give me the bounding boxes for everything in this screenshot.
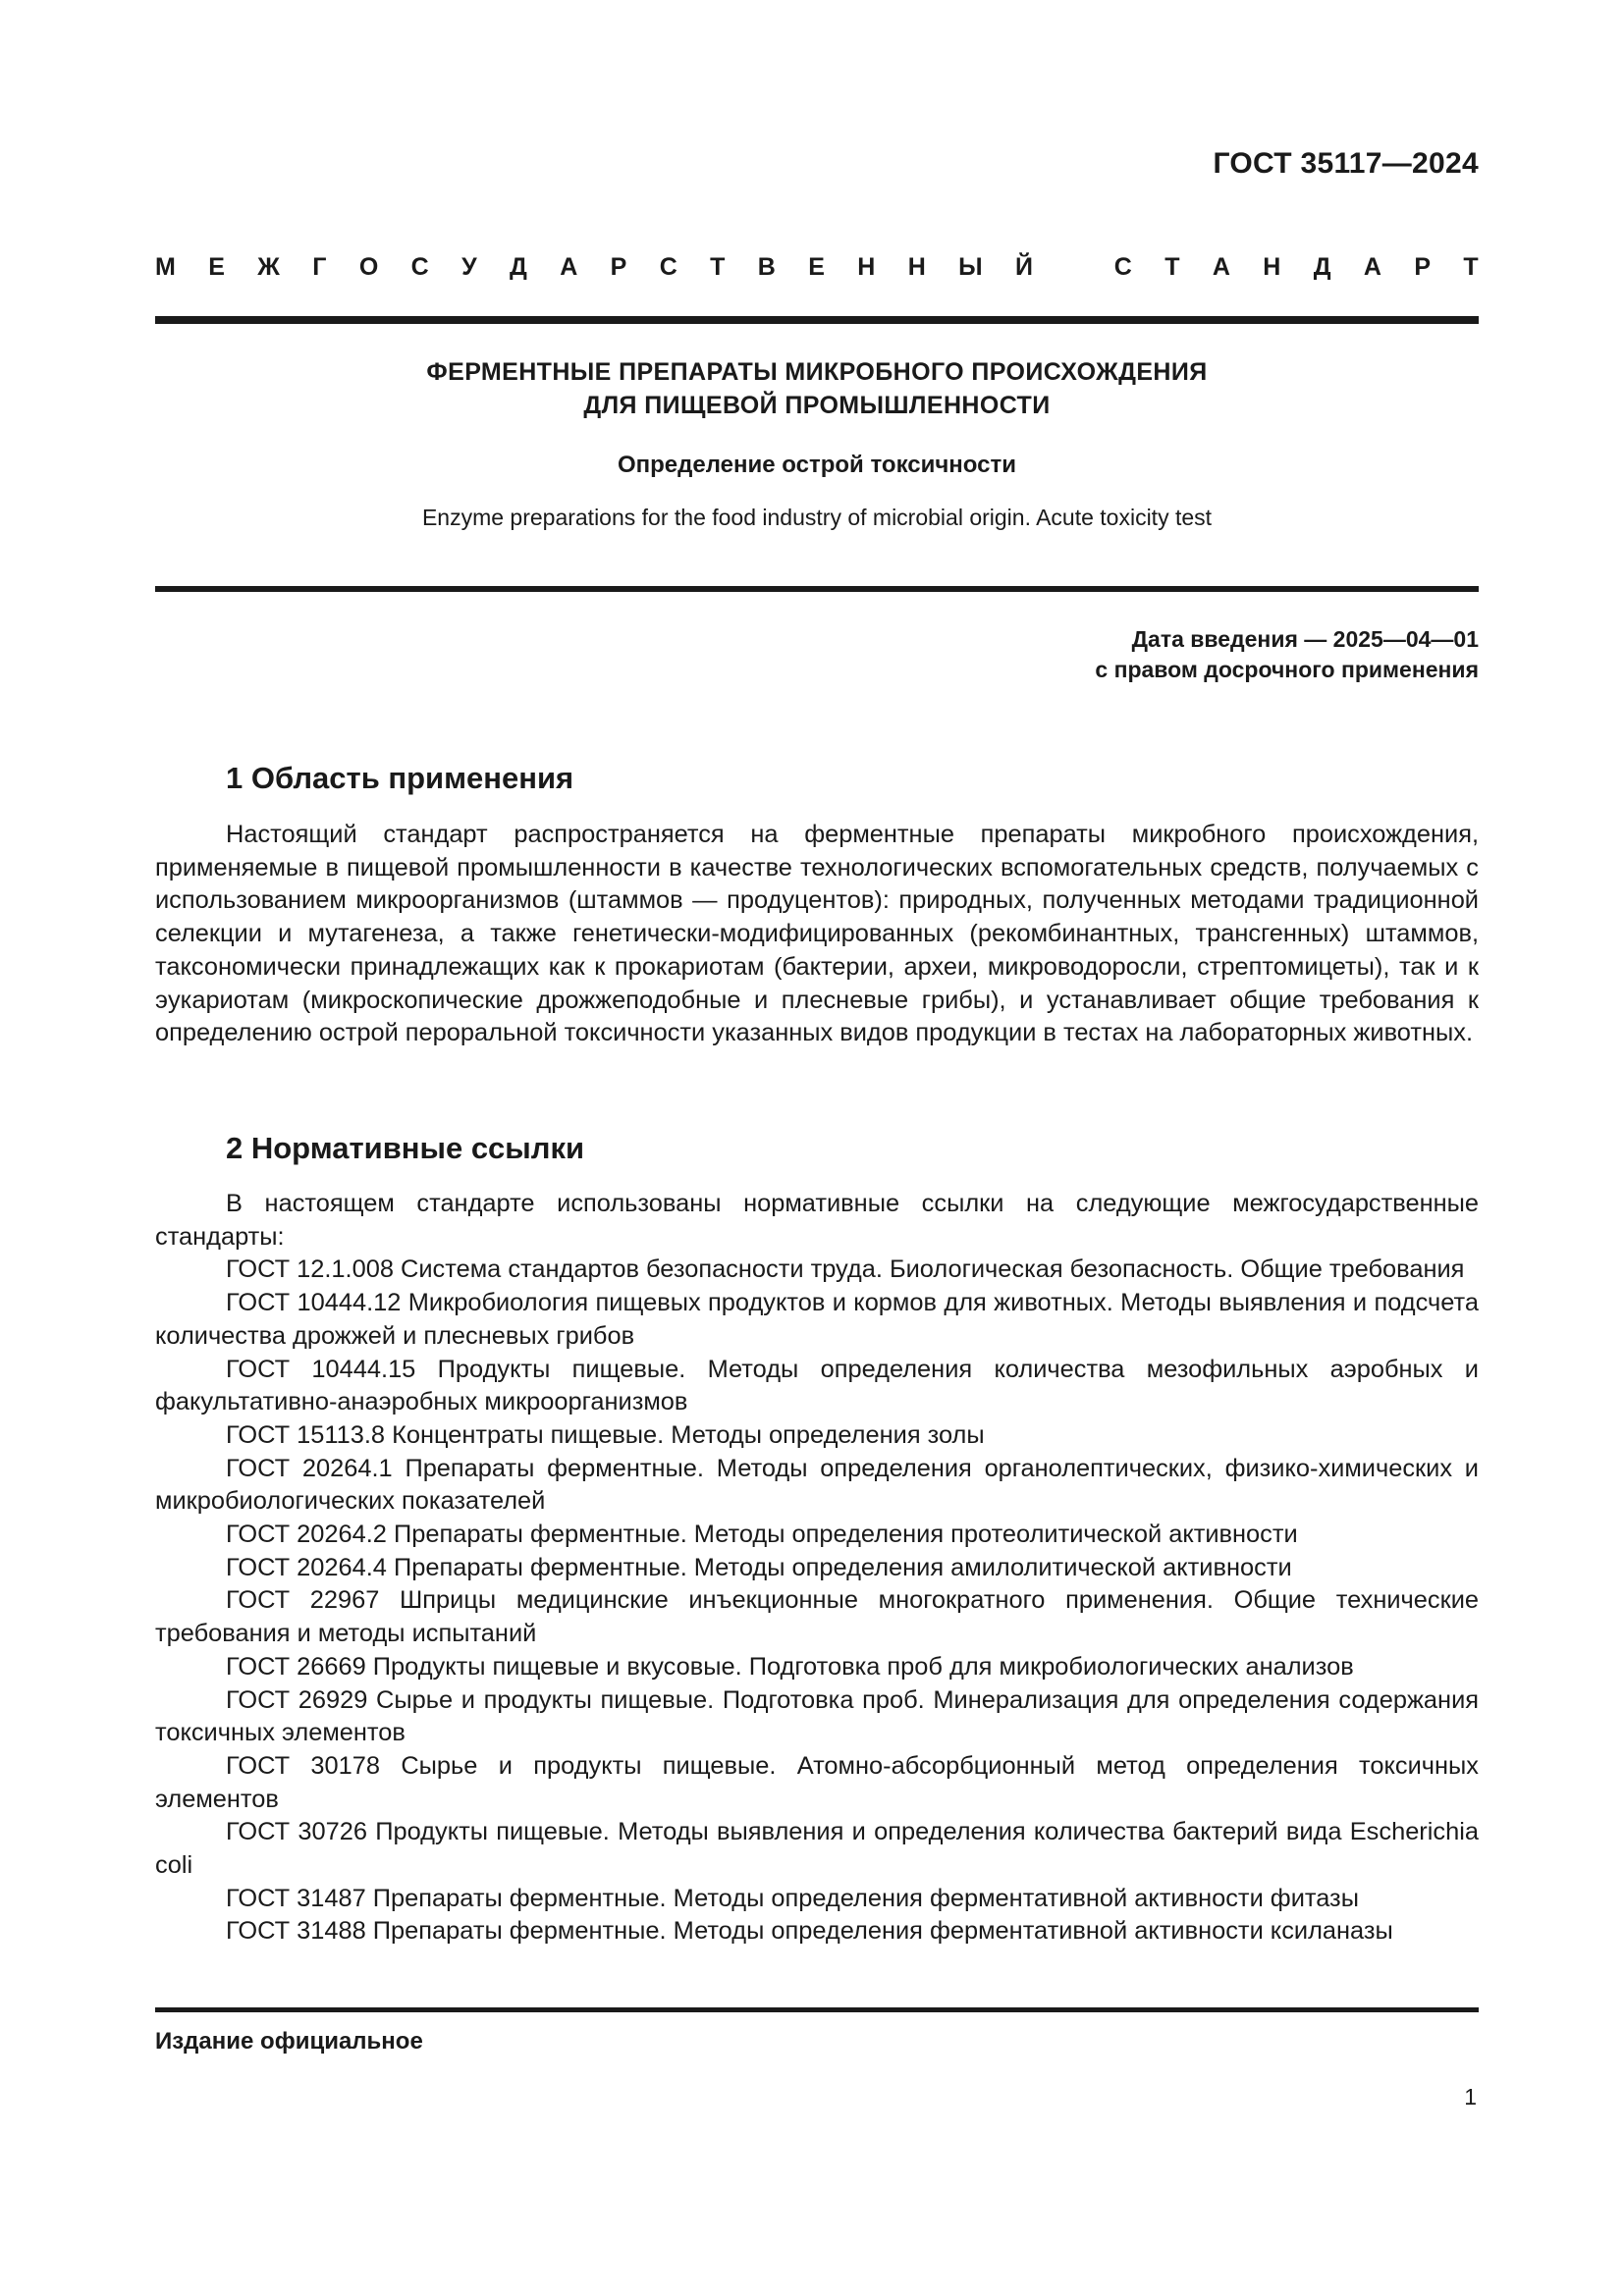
standard-kind-letter: Й	[1015, 253, 1033, 281]
document-title-line-1: ФЕРМЕНТНЫЕ ПРЕПАРАТЫ МИКРОБНОГО ПРОИСХОЖДЕНИЯ	[426, 358, 1208, 386]
paragraph: В настоящем стандарте использованы нормативные ссылки на следующие межгосударственные стандарты:	[155, 1190, 1479, 1251]
reference-item: ГОСТ 22967 Шприцы медицинские инъекционные многократного применения. Общие технические требования и методы испытаний	[155, 1586, 1479, 1648]
standard-kind-letter: О	[358, 253, 379, 281]
reference-item: ГОСТ 20264.4 Препараты ферментные. Методы определения амилолитической активности	[226, 1553, 1292, 1581]
standard-kind-letter: С	[659, 253, 677, 281]
header-rule	[155, 316, 1479, 324]
standard-kind-letter: Т	[1164, 253, 1180, 281]
standard-kind-letter: Г	[312, 253, 327, 281]
standard-kind-letter: Д	[510, 253, 527, 281]
introduction-date-block	[1095, 624, 1479, 685]
title-rule	[155, 586, 1479, 592]
standard-kind-letter: А	[1363, 253, 1381, 281]
reference-item: ГОСТ 10444.12 Микробиология пищевых продуктов и кормов для животных. Методы выявления и подсчета количества дрожжей и плесневых грибов	[155, 1289, 1479, 1350]
standard-kind-letter: Е	[208, 253, 225, 281]
reference-item: ГОСТ 31487 Препараты ферментные. Методы определения ферментативной активности фитазы	[226, 1884, 1359, 1912]
standard-kind-letter: Е	[808, 253, 825, 281]
standard-kind-letter: Д	[1313, 253, 1331, 281]
standard-kind-letter: А	[1212, 253, 1230, 281]
reference-item: ГОСТ 15113.8 Концентраты пищевые. Методы определения золы	[226, 1420, 985, 1449]
section-body-normative-references	[155, 1188, 1479, 1949]
introduction-date: Дата введения — 2025—04—01	[1131, 626, 1479, 652]
reference-item: ГОСТ 12.1.008 Система стандартов безопасности труда. Биологическая безопасность. Общие требования	[226, 1255, 1465, 1284]
section-heading-normative-references: 2 Нормативные ссылки	[226, 1131, 585, 1165]
document-title-line-2: ДЛЯ ПИЩЕВОЙ ПРОМЫШЛЕННОСТИ	[583, 392, 1051, 419]
reference-item: ГОСТ 20264.2 Препараты ферментные. Методы определения протеолитической активности	[226, 1521, 1298, 1549]
early-application-note: с правом досрочного применения	[1095, 657, 1479, 682]
standard-kind-letter: У	[461, 253, 477, 281]
standard-kind-letter: С	[410, 253, 429, 281]
standard-kind-letter: Н	[907, 253, 926, 281]
standard-kind-letter: Т	[1463, 253, 1479, 281]
standard-kind-heading	[155, 253, 1479, 282]
standard-kind-letter: Ы	[958, 253, 983, 281]
standard-kind-letter: М	[155, 253, 176, 281]
reference-item: ГОСТ 30726 Продукты пищевые. Методы выявления и определения количества бактерий вида Escherichia coli	[155, 1818, 1479, 1880]
standard-kind-letter: Р	[1414, 253, 1432, 281]
section-body-scope	[155, 819, 1479, 1050]
document-title	[155, 355, 1479, 422]
standard-code: ГОСТ 35117—2024	[1213, 147, 1479, 180]
official-edition-label: Издание официальное	[155, 2028, 423, 2055]
title-block	[155, 355, 1479, 531]
standard-kind-letter: Ж	[257, 253, 280, 281]
page-number: 1	[1464, 2084, 1477, 2109]
english-title: Enzyme preparations for the food industry of microbial origin. Acute toxicity test	[421, 505, 1213, 530]
standard-kind-letter: С	[1113, 253, 1132, 281]
standard-kind-letter: Т	[710, 253, 726, 281]
reference-item: ГОСТ 31488 Препараты ферментные. Методы определения ферментативной активности ксиланазы	[226, 1917, 1393, 1946]
reference-item: ГОСТ 20264.1 Препараты ферментные. Методы определения органолептических, физико-химических и микробиологических показателей	[155, 1454, 1479, 1516]
standard-kind-letter: А	[560, 253, 578, 281]
standard-kind-letter: Р	[610, 253, 627, 281]
paragraph: Настоящий стандарт распространяется на ферментные препараты микробного происхождения, применяемые в пищевой промышленности в качестве технологических вспомогательных средств, получаемых с использованием микроорганизмов (штаммов — продуцентов): природных, полученных методами традиционной селекции и мутагенеза, а также генетически-модифицированных (рекомбинантных, трансгенных) штаммов, таксономически принадлежащих как к прокариотам (бактерии, археи, микроводоросли, стрептомицеты), так и к эукариотам (микроскопические дрожжеподобные и плесневые грибы), и устанавливает общие требования к определению острой пероральной токсичности указанных видов продукции в тестах на лабораторных животных.	[155, 821, 1479, 1047]
section-heading-scope: 1 Область применения	[226, 761, 574, 795]
letter-gap	[1065, 253, 1081, 282]
reference-item: ГОСТ 26669 Продукты пищевые и вкусовые. Подготовка проб для микробиологических анализов	[226, 1652, 1354, 1681]
reference-item: ГОСТ 30178 Сырье и продукты пищевые. Атомно-абсорбционный метод определения токсичных элементов	[155, 1751, 1479, 1813]
document-subtitle: Определение острой токсичности	[617, 452, 1016, 478]
standard-kind-letter: Н	[1263, 253, 1281, 281]
reference-item: ГОСТ 26929 Сырье и продукты пищевые. Подготовка проб. Минерализация для определения содержания токсичных элементов	[155, 1685, 1479, 1747]
standard-kind-letter: Н	[857, 253, 876, 281]
standard-kind-letter: В	[757, 253, 776, 281]
reference-item: ГОСТ 10444.15 Продукты пищевые. Методы определения количества мезофильных аэробных и факультативно-анаэробных микроорганизмов	[155, 1355, 1479, 1416]
footer-rule	[155, 2007, 1479, 2012]
